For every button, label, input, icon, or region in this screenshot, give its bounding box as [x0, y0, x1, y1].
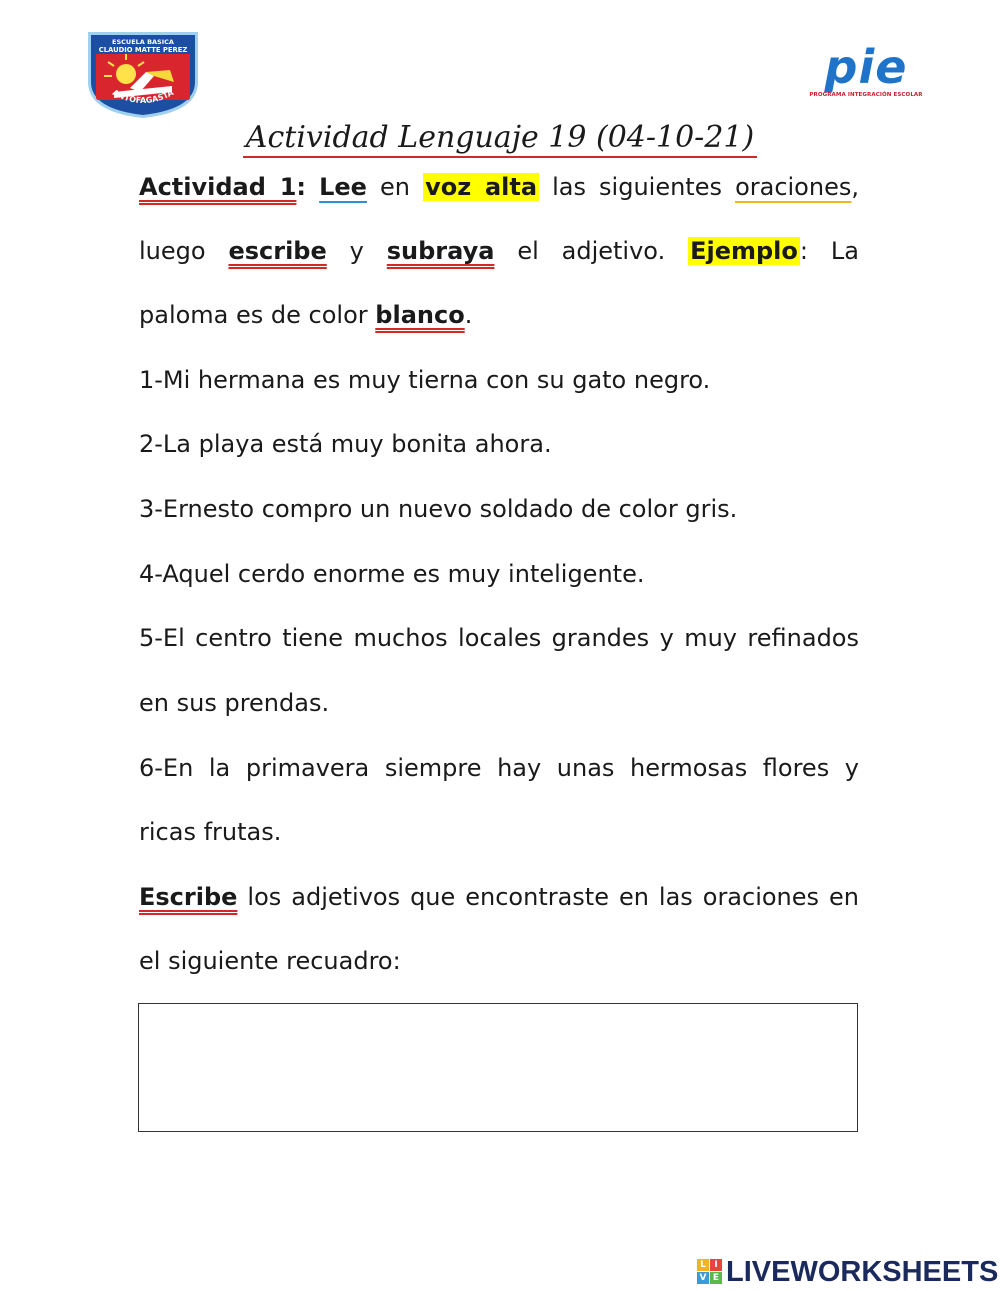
sentence-5-continued: en sus prendas.	[139, 689, 330, 717]
sentence-6-continued: ricas frutas.	[139, 818, 282, 846]
lw-grid-e: E	[710, 1272, 722, 1284]
page-title-text: Actividad Lenguaje 19 (04-10-21)	[243, 120, 757, 158]
el-adjetivo-text: el adjetivo.	[517, 237, 666, 265]
pie-logo-word: pie	[824, 40, 908, 94]
voz-alta-highlight: voz alta	[425, 173, 538, 201]
las-siguientes-text: las siguientes	[552, 173, 722, 201]
lw-grid-i: I	[710, 1259, 722, 1271]
closing-line-2: el siguiente recuadro:	[139, 947, 401, 975]
blanco-word: blanco	[375, 301, 465, 329]
school-logo-line2: CLAUDIO MATTE PEREZ	[98, 46, 188, 54]
instruction-line-3	[139, 298, 859, 332]
instruction-line-1	[139, 170, 859, 204]
closing-line-1	[139, 880, 859, 914]
comma: ,	[851, 173, 859, 201]
lw-grid-v: V	[697, 1272, 709, 1284]
school-logo-line1: ESCUELA BASICA	[112, 38, 174, 46]
escribe-word: escribe	[228, 237, 327, 265]
lee-word: Lee	[319, 173, 367, 201]
answer-box[interactable]	[138, 1003, 858, 1132]
liveworksheets-text: LIVEWORKSHEETS	[726, 1256, 999, 1288]
pie-logo	[804, 40, 928, 110]
ejemplo-highlight: Ejemplo	[690, 237, 798, 265]
closing-escribe-word: Escribe	[139, 883, 238, 911]
liveworksheets-logo	[697, 1255, 997, 1287]
sentence-4: 4-Aquel cerdo enorme es muy inteligente.	[139, 560, 645, 588]
y-word: y	[349, 237, 364, 265]
sentence-3: 3-Ernesto compro un nuevo soldado de color gris.	[139, 495, 738, 523]
sentence-6: 6-En la primavera siempre hay unas hermosas flores y	[139, 754, 859, 782]
la-text: : La	[799, 237, 859, 265]
en-word: en	[380, 173, 410, 201]
closing-rest-text: los adjetivos que encontraste en las oraciones en	[247, 883, 859, 911]
subraya-word: subraya	[386, 237, 495, 265]
sentence-2: 2-La playa está muy bonita ahora.	[139, 430, 552, 458]
page-title	[140, 116, 860, 160]
pie-logo-subtitle: PROGRAMA INTEGRACIÓN ESCOLAR	[809, 92, 923, 98]
lw-grid-l: L	[697, 1259, 709, 1271]
sentence-1: 1-Mi hermana es muy tierna con su gato negro.	[139, 366, 711, 394]
period: .	[464, 301, 473, 329]
instruction-line-2	[139, 234, 859, 268]
oraciones-word: oraciones	[735, 173, 852, 201]
school-logo	[84, 30, 202, 118]
school-logo-city: ANTOFAGASTA	[110, 87, 176, 106]
sentence-5: 5-El centro tiene muchos locales grandes y muy refinados	[139, 624, 859, 652]
paloma-text: paloma es de color	[139, 301, 368, 329]
activity-label: Actividad 1	[139, 173, 297, 201]
liveworksheets-grid-icon	[697, 1259, 723, 1285]
activity-colon: :	[296, 173, 307, 201]
luego-word: luego	[139, 237, 206, 265]
